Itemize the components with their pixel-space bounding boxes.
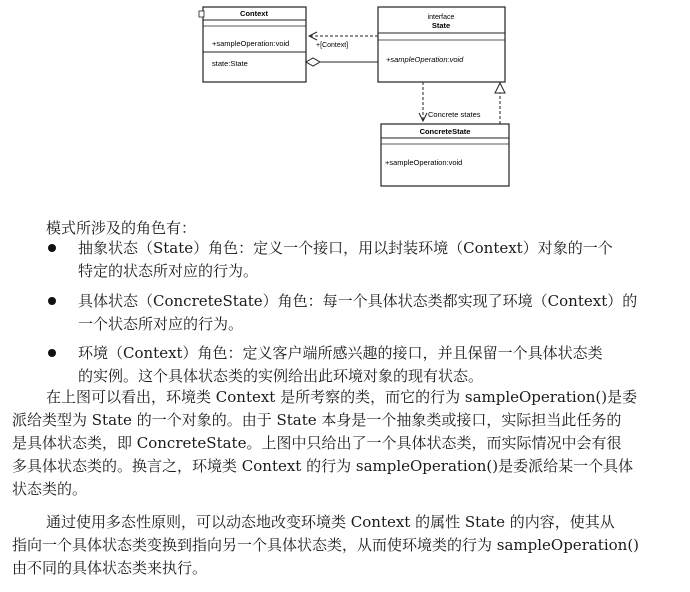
role-abstract-state-line1: 抽象状态（State）角色：定义一个接口，用以封装环境（Context）对象的一个	[78, 239, 613, 257]
role-concrete-state-line1: 具体状态（ConcreteState）角色：每一个具体状态类都实现了环境（Context）的	[78, 292, 638, 310]
context-class-name: Context	[240, 9, 268, 18]
uml-class-diagram	[0, 0, 690, 200]
state-interface-box	[378, 7, 505, 82]
paragraph2-line2: 指向一个具体状态类变换到指向另一个具体状态类，从而使环境类的行为 sampleOperation()	[12, 536, 640, 554]
paragraph1-line4: 多具体状态类的。换言之，环境类 Context 的行为 sampleOperation()是委派给某一个具体	[12, 457, 634, 475]
paragraph1-line5: 状态类的。	[12, 480, 88, 498]
concrete-state-class-operation: +sampleOperation:void	[385, 158, 463, 167]
roles-intro: 模式所涉及的角色有：	[46, 219, 197, 237]
paragraph2-line3: 由不同的具体状态类来执行。	[12, 559, 208, 577]
state-interface-operation: +sampleOperation:void	[386, 55, 464, 64]
role-concrete-state-line2: 一个状态所对应的行为。	[78, 315, 244, 333]
context-class-attribute: state:State	[212, 59, 248, 68]
role-context-line2: 的实例。这个具体状态类的实例给出此环境对象的现有状态。	[78, 367, 484, 385]
paragraph1-line3: 是具体状态类，即 ConcreteState。上图中只给出了一个具体状态类，而实际情况中会有很	[12, 434, 622, 452]
aggregation-line	[306, 58, 378, 66]
paragraph2-line1: 通过使用多态性原则，可以动态地改变环境类 Context 的属性 State 的内容，使其从	[46, 513, 615, 531]
state-interface-name: State	[431, 21, 451, 30]
role-abstract-state-line2: 特定的状态所对应的行为。	[78, 262, 259, 280]
state-interface-stereotype: interface	[427, 14, 455, 21]
role-context-line1: 环境（Context）角色：定义客户端所感兴趣的接口，并且保留一个具体状态类	[78, 344, 603, 362]
paragraph1-line1: 在上图可以看出，环境类 Context 是所考察的类，而它的行为 sampleOperation()是委	[46, 388, 638, 406]
context-class-box	[199, 7, 306, 82]
association-label: +[Context]	[316, 42, 349, 49]
bullet-icon	[48, 244, 56, 252]
realization-arrow	[495, 83, 505, 124]
paragraph1-line2: 派给类型为 State 的一个对象的。由于 State 本身是一个抽象类或接口，实际担当此任务的	[12, 411, 622, 429]
concrete-state-class-name: ConcreteState	[419, 127, 471, 136]
bullet-icon	[48, 349, 56, 357]
context-class-operation: +sampleOperation:void	[212, 39, 290, 48]
concrete-state-class-box	[381, 124, 509, 186]
realization-label: Concrete states	[428, 110, 481, 119]
bullet-icon	[48, 297, 56, 305]
